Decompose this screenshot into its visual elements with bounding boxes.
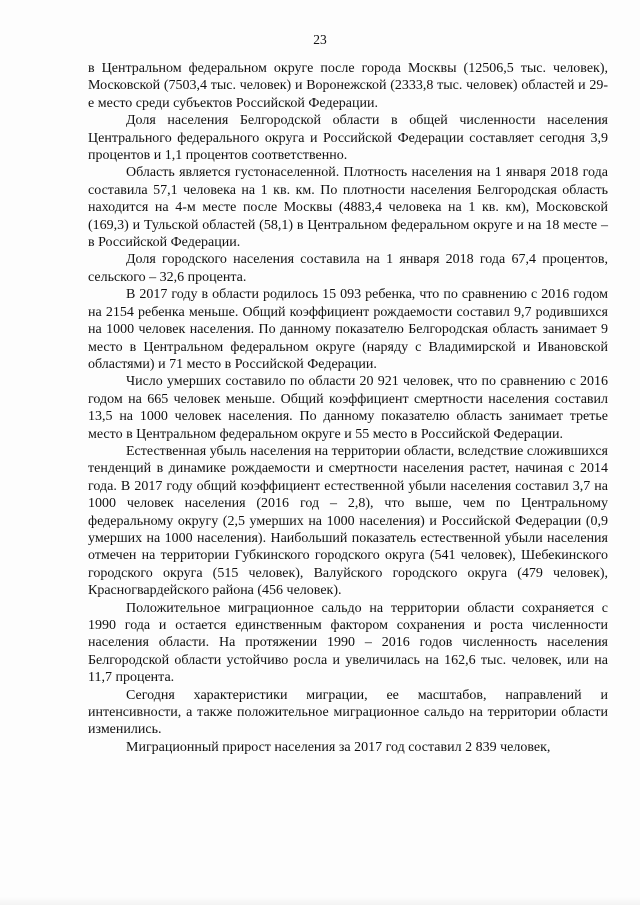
paragraph: в Центральном федеральном округе после города Москвы (12506,5 тыс. человек), Московской (7503,4 тыс. человек) и Воронежской (2333,8 тыс. человек) областей и 29-е место среди субъектов Российской Федерации. [88,61,608,111]
paragraph: Естественная убыль населения на территории области, вследствие сложившихся тенденций в динамике рождаемости и смертности населения растет, начиная с 2014 года. В 2017 году общий коэффициент естественной убыли населения составил 3,7 на 1000 человек населения (2016 год – 2,8), что выше, чем по Центральному федеральному округу (2,5 умерших на 1000 населения) и Российской Федерации (0,9 умерших на 1000 населения). Наибольший показатель естественной убыли населения отмечен на территории Губкинского городского округа (541 человек), Шебекинского городского округа (515 человек), Валуйского городского округа (479 человек), Красногвардейского района (456 человек). [88,443,608,599]
paragraph: Доля городского населения составила на 1 января 2018 года 67,4 процентов, сельского – 32,6 процента. [88,252,608,285]
paragraph: Доля населения Белгородской области в общей численности населения Центрального федерального округа и Российской Федерации составляет сегодня 3,9 процентов и 1,1 процентов соответственно. [88,113,608,164]
paragraph: Сегодня характеристики миграции, ее масштабов, направлений и интенсивности, а также положительное миграционное сальдо на территории области изменились. [88,687,608,738]
page-bottom-edge [0,897,640,905]
paragraph: В 2017 году в области родилось 15 093 ребенка, что по сравнению с 2016 годом на 2154 ребенка меньше. Общий коэффициент рождаемости составил 9,7 родившихся на 1000 человек населения. По данному показателю Белгородская область занимает 9 место в Центральном федеральном округе (наряду с Владимирской и Ивановской областями) и 71 место в Российской Федерации. [88,287,608,372]
paragraph: Число умерших составило по области 20 921 человек, что по сравнению с 2016 годом на 665 человек меньше. Общий коэффициент смертности населения составил 13,5 на 1000 человек населения. По данному показателю область занимает третье место в Центральном федеральном округе и 55 место в Российской Федерации. [88,374,608,442]
page-number: 23 [313,32,327,47]
paragraph: Положительное миграционное сальдо на территории области сохраняется с 1990 года и остается единственным фактором сохранения и роста численности населения области. На протяжении 1990 – 2016 годов численность населения Белгородской области устойчиво росла и увеличилась на 162,6 тыс. человек, или на 11,7 процента. [88,600,608,686]
paragraph: Миграционный прирост населения за 2017 год составил 2 839 человек, [126,739,551,755]
page-body [88,60,608,756]
paragraph: Область является густонаселенной. Плотность населения на 1 января 2018 года составила 57,1 человека на 1 кв. км. По плотности населения Белгородская область находится на 4-м месте после Москвы (4883,4 человека на 1 кв. км), Московской (169,3) и Тульской областей (58,1) в Центральном федеральном округе и на 18 месте – в Российской Федерации. [88,165,608,251]
